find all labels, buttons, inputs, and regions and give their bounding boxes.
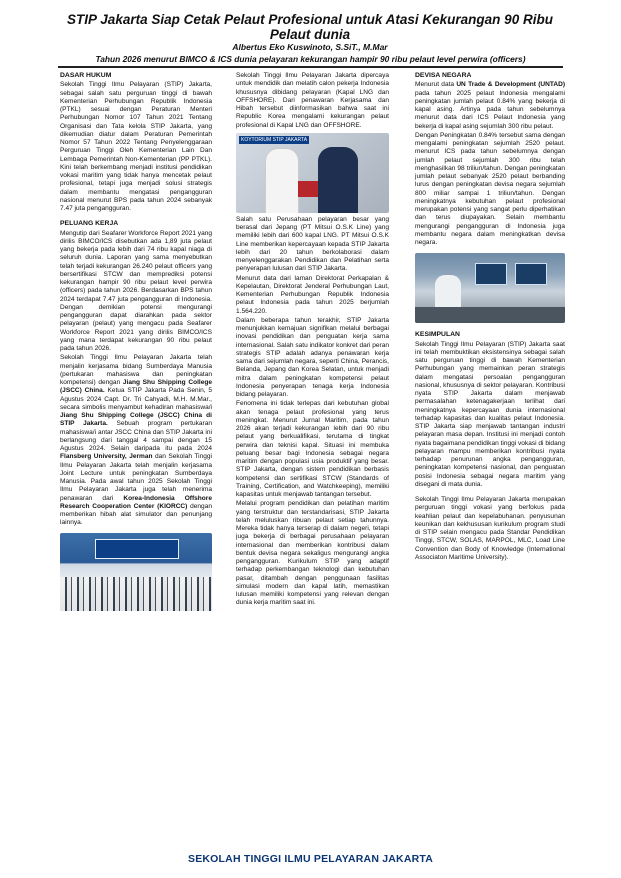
paragraph: Dalam beberapa tahun terakhir, STIP Jakarta menunjukkan kemajuan signifikan melalui berbagai inovasi pendidikan dan penguatan kerja sama internasional. Salah satu indikator konkret dari peran strategis STIP adalah adanya penawaran kerja sama dari sejumlah negara, seperti China, Perancis, Belanda, Jepang dan Korea Selatan, untuk menjadi mitra dalam peningkatan kompetensi pelaut Indonesia penyerapan tenaga kerja Indonesia bidang pelayaran. (236, 316, 389, 398)
section-heading-peluang-kerja: PELUANG KERJA (60, 220, 119, 228)
photo-simulator (415, 253, 565, 323)
paragraph: Sekolah Tinggi Ilmu Pelayaran Jakarta merupakan perguruan tinggi vokasi yang berfokus pada keahlian pelaut dan kepelabuhanan. penyusunan keunikan dan kekhususan kurikulum program studi di STIP selain mengacu pada Standar Pendidikan Tinggi, STCW, SOLAS, MARPOL, MLC, Load Line Convention dan Body of Knowledge (International Associaton Maritime University). (415, 496, 565, 561)
text-run: Ketua STIP Jakarta Pada Senin, 5 Agustus 2024 Capt. Dr. Tri Cahyadi, M.H. M.Mar., secara simbolis menyambut kehadiran mahasiswa/i (60, 387, 212, 411)
section-heading-kesimpulan: KESIMPULAN (415, 331, 460, 339)
paragraph: Sekolah Tinggi Ilmu Pelayaran (STIP) Jakarta saat ini telah membuktikan eksistensinya sebagai salah satu perguruan tinggi di bawah Kementerian Perhubungan yang memainkan peran strategis dalam mengatasi persoalan pengangguran nasional, khususnya di sektor pelayaran. Kontribusi nyata STIP Jakarta dalam menjawab permasalahan ketenagakerjaan terlihat dari meningkatnya kepercayaan dunia internasional terhadap kapasitas dan kualitas pelaut Indonesia. STIP Jakarta siap menjawab tantangan industri pelayaran masa depan. Institusi ini menjadi contoh nyata bagaimana pendidikan tinggi vokasi di bidang pelayaran mampu memberikan kontribusi nyata terhadap penurunan angka pengangguran, peningkatan kompetensi nasional, dan penguatan posisi Indonesia sebagai negara maritim yang disegani di mata dunia. (415, 340, 565, 488)
photo-crowd (60, 577, 212, 611)
article-title: STIP Jakarta Siap Cetak Pelaut Profesional untuk Atasi Kekurangan 90 Ribu Pelaut dunia (67, 12, 553, 42)
paragraph: Mengutip dari Seafarer Workforce Report 2021 yang dirilis BIMCO/ICS disebutkan ada 1,89 juta pelaut yang bekerja pada lebih dari 74 ribu kapal niaga di seluruh dunia. Laporan yang sama menyebutkan telah terjadi kekurangan 26.240 pelaut officers yang bersertifikasi STCW dan memprediksi potensi kekurangan hampir 90 ribu pelaut level perwira (officers) pada tahun 2026. Berdasarkan BPS tahun 2024 terdapat 7.47 juta pengangguran di Indonesia. Dengan demikian potensi mengurangi pengangguran dapat diarahkan pada sektor pelayaran (pelaut) yang mengacu pada Seafarer Workforce Report 2021 yang dirilis BIMCO/ICS yang mana terdapat kekurangan 90 ribu pelaut pada tahun 2026. (60, 229, 212, 352)
photo-caption: KOYTORIUM STIP JAKARTA (241, 136, 308, 143)
column-left (60, 72, 212, 611)
photo-person-left (266, 149, 298, 213)
column-middle (236, 72, 389, 608)
text-bold: Jiang Shu Shipping College (JSCC) China di STIP Jakarta. (60, 412, 212, 428)
text-bold: Korea-Indonesia Offshore Research Cooperation Center (KIORCC) (60, 494, 212, 510)
text-bold: Flansberg University, Jerman (60, 453, 153, 461)
photo-banner (95, 539, 179, 559)
paragraph: Salah satu Perusahaan pelayaran besar yang berasal dari Jepang (PT Mitsui O.S.K Line) yang memiliki lebih dari 600 kapal LNG. PT Mitsui O.S.K Line memberikan kepercayaan kepada STIP Jakarta lebih dari 20 tahun berkolaborasi dalam menyelenggarakan Pendidikan dan Pelatihan serta penyerapan lulusan dari STIP Jakarta. (236, 215, 389, 273)
paragraph: Menurut data dari laman Direktorat Perkapalan & Kepelautan, Direktorat Jenderal Perhubungan Laut, Kementerian Perhubungan Republik Indonesia pelaut Indonesia pada tahun 2025 berjumlah 1.564.220. (236, 274, 389, 315)
photo-gift (298, 181, 318, 197)
text-run: Sekolah Tinggi Ilmu Pelayaran Jakarta telah menjalin kerjasama bidang Sumberdaya Manusia (pertukaran mahasiswa dan peningkatan kompetensi) dengan (60, 354, 212, 386)
photo-person-right (318, 147, 358, 213)
photo-screen (475, 263, 507, 285)
photo-desk (415, 307, 565, 323)
paragraph: Dengan Peningkatan 0.84% tersebut sama dengan mengalami peningkatan sejumlah 2520 pelaut. menurut ICS pada tahun sebelumnya dengan jumlah pelaut sejumlah 300 ribu telah menghasilkan 98 triliun/tahun. Dengan peningkatan jumlah pelaut sebanyak 2520 pelaut berbanding lurus dengan peningkatan devisa negara sejumlah 800 miliar sampai 1 triliun/tahun. Dengan meningkatnya kebutuhan pelaut profesional merupakan potensi yang sangat perlu diperhatikan dan terus diupayakan. Selain membantu mengurangi pengangguran di Indonesia juga membantu negara dalam meningkatkan devisa negara. (415, 131, 565, 246)
paragraph: Sekolah Tinggi Ilmu Pelayaran (STIP) Jakarta, sebagai salah satu perguruan tinggi di bawah Kementerian Perhubungan Republik Indonesia (PTKL) sesuai dengan Peraturan Menteri Perhubungan Nomor 107 Tahun 2021 Tentang Organisasi dan Tata kelola STIP Jakarta, yang dikemudian diatur dalam Peraturan Pemerintah Nomor 57 Tahun 2022 Tentang Penyelenggaraan Perguruan Tinggi Oleh Kementerian Lain Dan Lembaga Pemerintah Non-Kementerian (PP PTKL). Kini telah berkembang menjadi institusi pendidikan vokasi maritim yang tidak hanya mencetak pelaut profesional, tetapi juga menjadi solusi strategis dalam membantu mengatasi pengangguran nasional menurut BPS pada tahun 2024 sebanyak 7.47 juta pengangguran. (60, 81, 212, 212)
paragraph: Melalui program pendidikan dan pelatihan maritim yang terstruktur dan terstandarisasi, STIP Jakarta telah meluluskan ribuan pelaut setiap tahunnya. Mereka tidak hanya terserap di dalam negeri, tetapi juga bekerja di berbagai perusahaan pelayaran internasional dan memberikan kontribusi dalam bentuk devisa negara sekaligus mengurangi angka pengangguran. Kurikulum STIP yang adaptif terhadap perkembangan teknologi dan kebutuhan pasar, ditambah dengan penggunaan fasilitas simulasi modern dan kapal latih, memastikan lulusan memiliki kompetensi yang relevan dengan dunia kerja maritim saat ini. (236, 500, 389, 607)
article-author: Albertus Eko Kuswinoto, S.SiT., M.Mar (232, 42, 388, 52)
text-run: Menurut data (415, 81, 457, 89)
text-run: dan Sekolah Tinggi Ilmu Pelayaran Jakarta telah menjalin kerjasama Joint Lecture untuk peningkatan Sumberdaya Manusia. Pada awal tahun 2025 Sekolah Tinggi Ilmu Pelayaran Jakarta juga telah menerima penawaran dari (60, 453, 212, 502)
photo-screen (515, 263, 547, 285)
text-bold: UN Trade & Development (UNTAD) (456, 81, 565, 89)
paragraph (60, 354, 212, 527)
paragraph (415, 81, 565, 131)
text-run: pada tahun 2025 pelaut Indonesia mengalami peningkatan jumlah pelaut 0.84% yang bekerja di kapal asing. Artinya pada tahun sebelumnya menurut data dari ICS Pelaut Indonesia yang bekerja di kapal asing sejumlah 300 ribu pelaut. (415, 89, 565, 130)
column-right (415, 72, 565, 562)
section-heading-devisa-negara: DEVISA NEGARA (415, 72, 472, 79)
paragraph: Sekolah Tinggi Ilmu Pelayaran Jakarta dipercaya untuk mendidik dan melatih calon pekerja Indonesia khususnya dibidang pelayaran (Kapal LNG dan OFFSHORE). Dari penawaran Kerjasama dan Hibah tersebut diinformasikan bahwa saat ini Republic Korea mengalami kekurangan pelaut profesional di Kapal LNG dan OFFSHORE. (236, 72, 389, 129)
text-run: dengan memberikan hibah alat simulator dan penunjang lainnya. (60, 502, 212, 527)
photo-group-event (60, 533, 212, 611)
photo-handshake (236, 133, 389, 213)
footer-institution: SEKOLAH TINGGI ILMU PELAYARAN JAKARTA (187, 853, 434, 865)
section-heading-dasar-hukum: DASAR HUKUM (60, 72, 112, 79)
text-bold: Jiang Shu Shipping College (JSCC) China. (60, 379, 212, 395)
article-subtitle: Tahun 2026 menurut BIMCO & ICS dunia pelayaran kekurangan hampir 90 ribu pelaut level perwira (officers) (58, 54, 563, 68)
text-run: Sebuah program pertukaran mahasiswa/i antar JSCC China dan STIP Jakarta ini berlangsung dari tanggal 4 sampai dengan 15 Agustus 2024. Selain daripada itu pada 2024 (60, 420, 212, 452)
paragraph: Fenomena ini tidak terlepas dari kebutuhan global akan tenaga pelaut profesional yang terus meningkat. Menurut Jurnal Maritim, pada tahun 2026 akan terjadi kekurangan lebih dari 90 ribu pelaut yang berkualifikasi, terutama di tingkat perwira dan teknisi kapal. Situasi ini membuka peluang besar bagi Indonesia sebagai negara maritim dengan populasi usia produktif yang besar. STIP Jakarta, dengan sistem pendidikan berbasis kompetensi dan sertifikasi STCW (Standards of Training, Certification, and Watchkeeping), memiliki kapasitas untuk menjawab tantangan tersebut. (236, 400, 389, 498)
